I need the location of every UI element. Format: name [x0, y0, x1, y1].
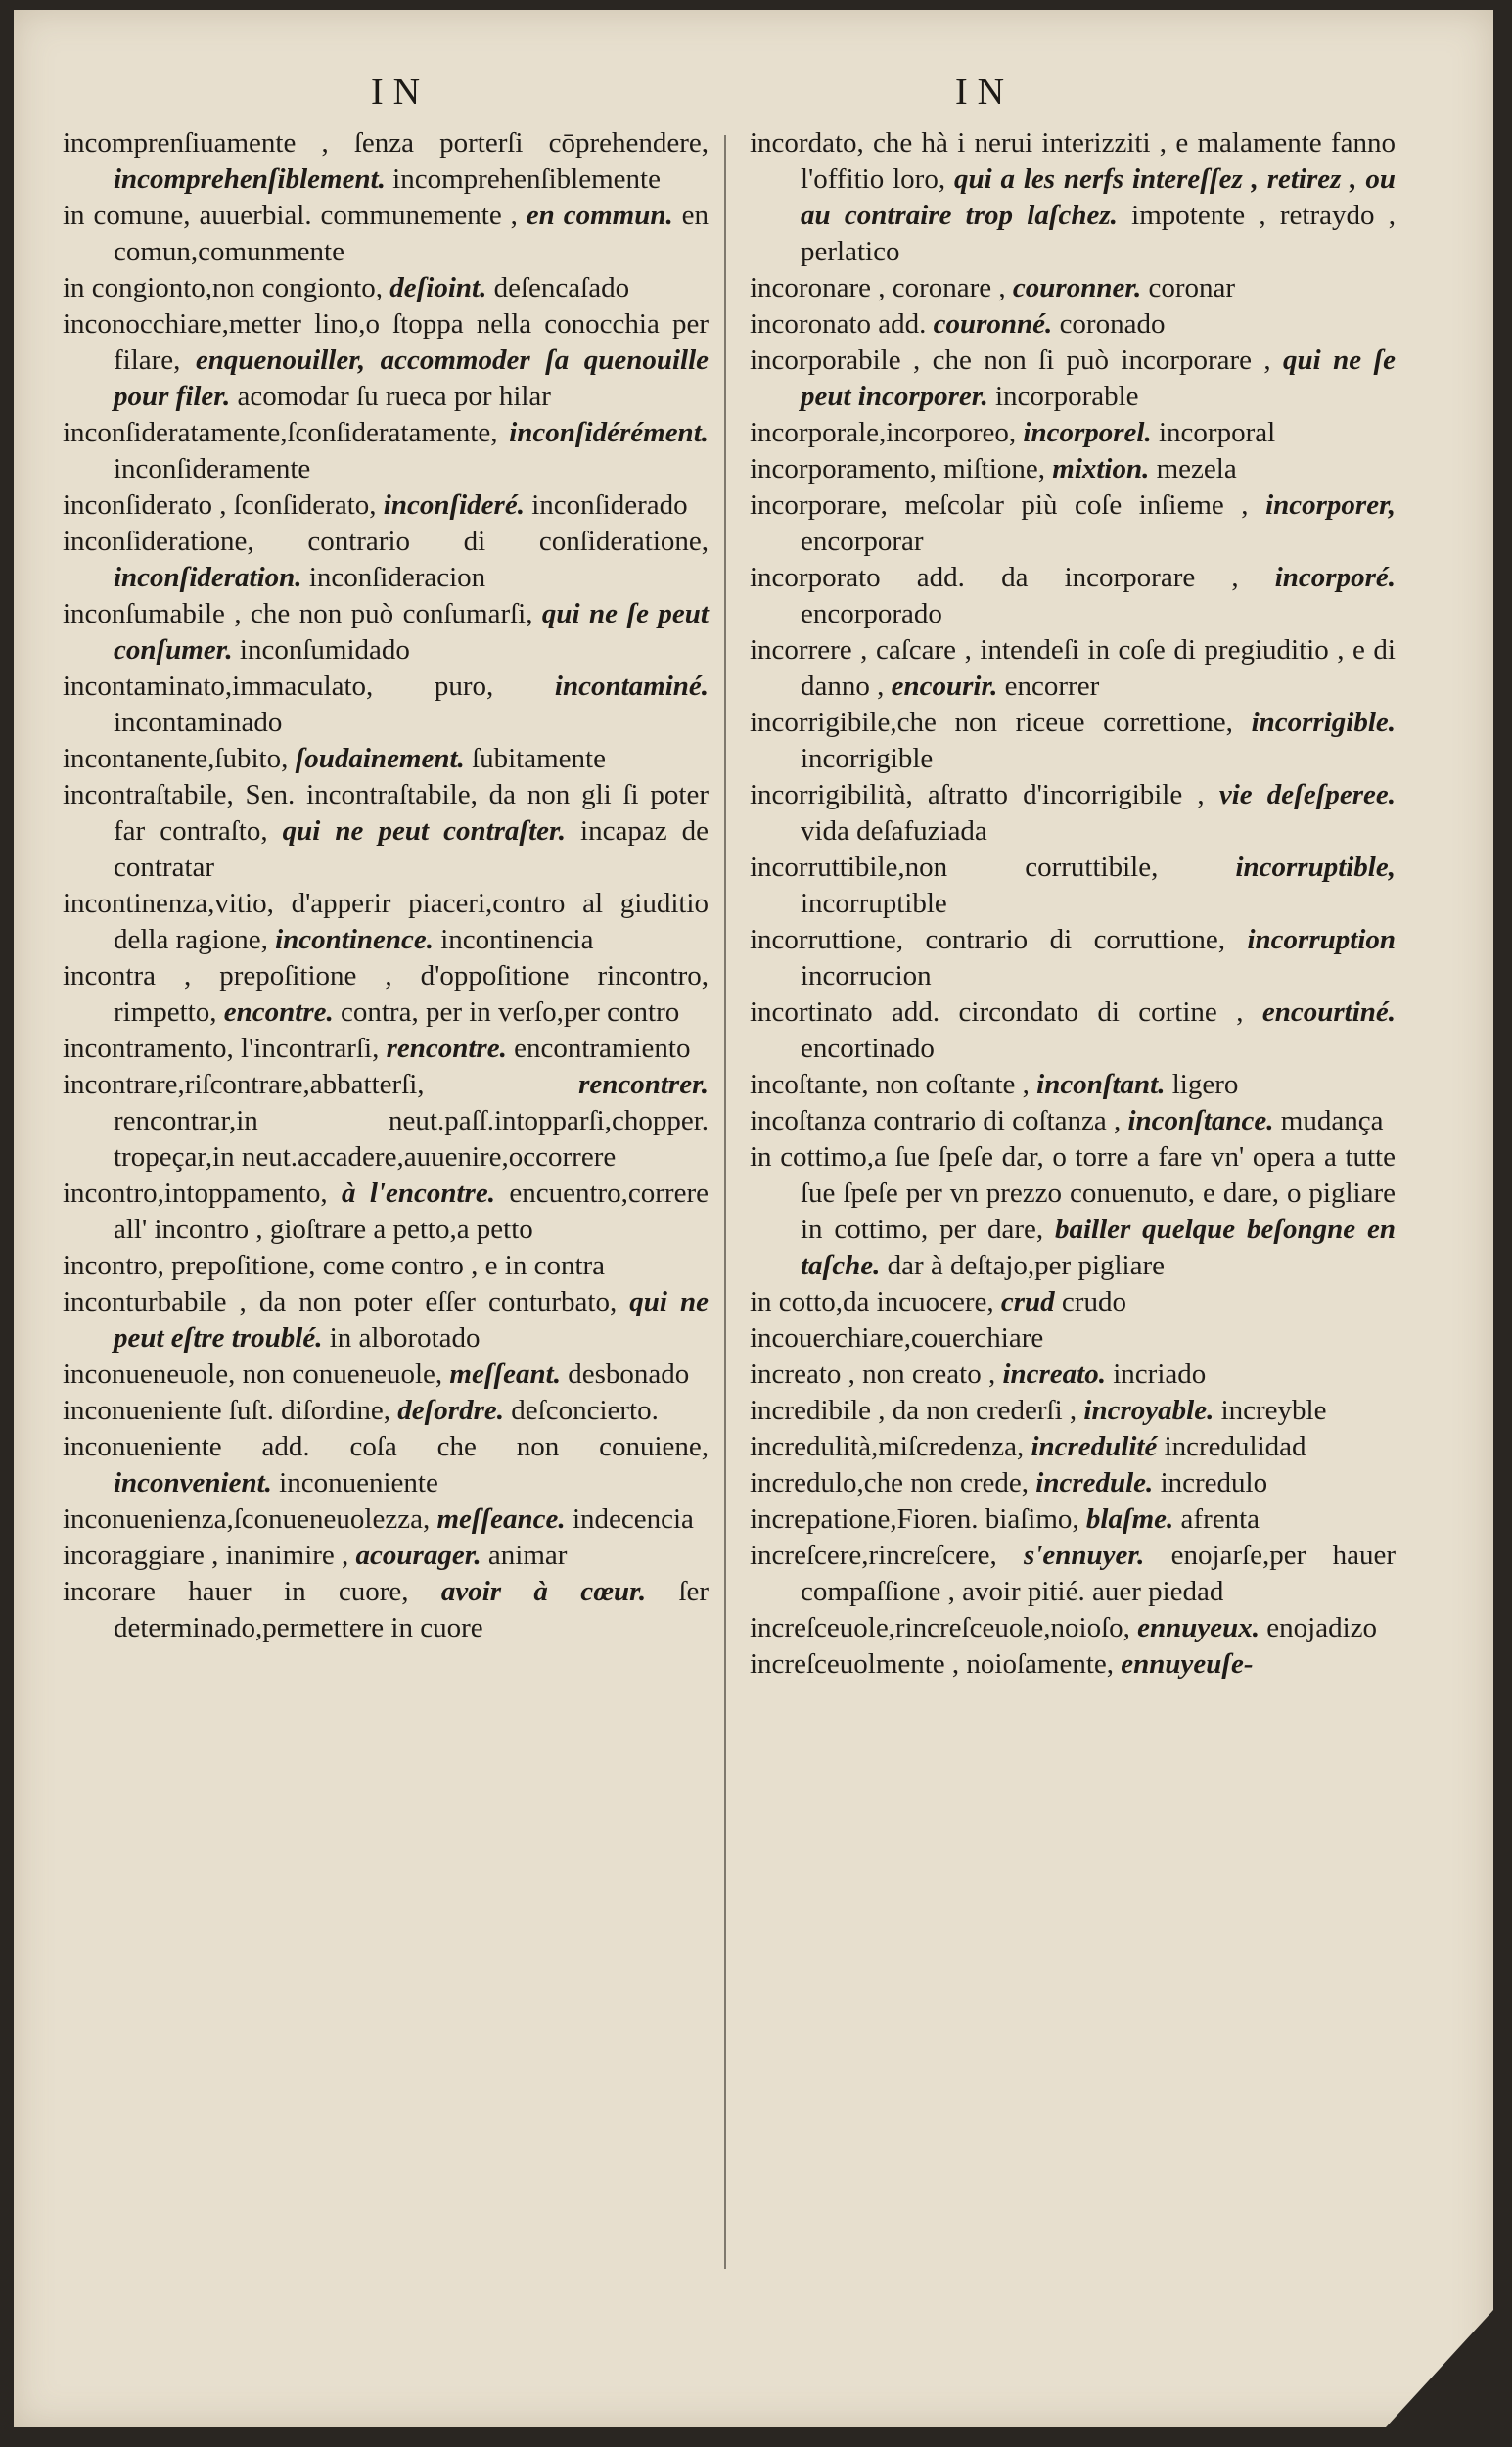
- dictionary-entry: incorrere , caſcare , intendeſi in coſe di pregiuditio , e di danno , encourir. encorrer: [750, 634, 1396, 702]
- dictionary-entry: incontro,intoppamento, à l'encontre. encuentro,correre all' incontro , gioſtrare a petto,a petto: [63, 1177, 709, 1245]
- dictionary-entry: incorporato add. da incorporare , incorporé. encorporado: [750, 562, 1396, 629]
- dictionary-entry: incontramento, l'incontrarſi, rencontre. encontramiento: [63, 1033, 691, 1064]
- dictionary-entry: in cotto,da incuocere, crud crudo: [750, 1286, 1126, 1317]
- dictionary-entry: incontaminato,immaculato, puro, incontaminé. incontaminado: [63, 670, 709, 738]
- dictionary-entry: incontinenza,vitio, d'apperir piaceri,contro al giuditio della ragione, incontinence. incontinencia: [63, 888, 709, 955]
- dictionary-entry: incorrigibilità, aſtratto d'incorrigibile , vie deſeſperee. vida deſafuziada: [750, 779, 1397, 847]
- dictionary-entry: incontanente,ſubito, ſoudainement. ſubitamente: [63, 743, 606, 774]
- dictionary-entry: incorrigibile,che non riceue correttione, incorrigible. incorrigible: [750, 707, 1396, 774]
- dictionary-entry: in congionto,non congionto, deſioint. deſencaſado: [63, 272, 630, 303]
- dictionary-entry: incorare hauer in cuore, avoir à cœur. ſer determinado,permettere in cuore: [63, 1576, 710, 1643]
- dictionary-entry: incoronare , coronare , couronner. coronar: [750, 272, 1236, 303]
- dictionary-entry: inconſumabile , che non può conſumarſi, qui ne ſe peut conſumer. inconſumidado: [63, 598, 709, 666]
- dictionary-entry: incordato, che hà i nerui interizziti , e malamente fanno l'offitio loro, qui a les nerfs intereſſez , retirez , ou au contraire trop laſchez. impotente , retraydo , perlatico: [750, 127, 1397, 267]
- right-running-header: IN: [955, 71, 1015, 113]
- dictionary-entry: increſceuolmente , noioſamente, ennuyeuſe-: [750, 1648, 1254, 1680]
- column-divider: [724, 135, 726, 2269]
- dictionary-entry: inconocchiare,metter lino,o ſtoppa nella conocchia per filare, enquenouiller, accommoder ſa quenouille pour filer. acomodar ſu rueca por hilar: [63, 308, 709, 412]
- dictionary-entry: incredibile , da non crederſi , incroyable. increyble: [750, 1395, 1327, 1426]
- dictionary-entry: incontro, prepoſitione, come contro , e in contra: [63, 1250, 606, 1281]
- dictionary-entry: increato , non creato , increato. incriado: [750, 1359, 1207, 1390]
- dictionary-entry: incoronato add. couronné. coronado: [750, 308, 1166, 340]
- dictionary-entry: incorruttione, contrario di corruttione, incorruption incorrucion: [750, 924, 1396, 992]
- dictionary-entry: in comune, auuerbial. communemente , en commun. en comun,comunmente: [63, 200, 710, 267]
- dictionary-entry: incoſtante, non coſtante , inconſtant. ligero: [750, 1069, 1239, 1100]
- dictionary-entry: incomprenſiuamente , ſenza porterſi cōprehendere, incomprehenſiblement. incomprehenſiblemente: [63, 127, 709, 195]
- dictionary-entry: incredulo,che non crede, incredule. incredulo: [750, 1467, 1268, 1499]
- dictionary-entry: incorporare, meſcolar più coſe inſieme , incorporer, encorporar: [750, 489, 1397, 557]
- dictionary-entry: inconſideratione, contrario di conſideratione, inconſideration. inconſideracion: [63, 526, 709, 593]
- folded-corner: [1386, 2310, 1493, 2427]
- dictionary-entry: incorporale,incorporeo, incorporel. incorporal: [750, 417, 1276, 448]
- dictionary-entry: incoraggiare , inanimire , acourager. animar: [63, 1540, 568, 1571]
- dictionary-entry: inconſiderato , ſconſiderato, inconſideré. inconſiderado: [63, 489, 688, 521]
- dictionary-entry: incouerchiare,couerchiare: [750, 1322, 1044, 1354]
- dictionary-entry: increſcere,rincreſcere, s'ennuyer. enojarſe,per hauer compaſſione , avoir pitié. auer piedad: [750, 1540, 1397, 1607]
- dictionary-entry: inconturbabile , da non poter eſſer conturbato, qui ne peut eſtre troublé. in alborotado: [63, 1286, 710, 1354]
- dictionary-entry: incortinato add. circondato di cortine , encourtiné. encortinado: [750, 996, 1397, 1064]
- left-running-header: IN: [371, 71, 431, 113]
- dictionary-page: [14, 10, 1493, 2427]
- dictionary-entry: inconueniente ſuſt. diſordine, deſordre. deſconcierto.: [63, 1395, 659, 1426]
- dictionary-entry: increſceuole,rincreſceuole,noioſo, ennuyeux. enojadizo: [750, 1612, 1378, 1643]
- dictionary-entry: increpatione,Fioren. biaſimo, blaſme. afrenta: [750, 1503, 1260, 1535]
- dictionary-entry: incorporamento, miſtione, mixtion. mezela: [750, 453, 1237, 485]
- dictionary-entry: incredulità,miſcredenza, incredulité incredulidad: [750, 1431, 1306, 1462]
- dictionary-entry: inconueneuole, non conueneuole, meſſeant. desbonado: [63, 1359, 690, 1390]
- dictionary-entry: incontra , prepoſitione , d'oppoſitione rincontro, rimpetto, encontre. contra, per in verſo,per contro: [63, 960, 709, 1028]
- right-column: [750, 125, 1396, 1683]
- dictionary-entry: in cottimo,a ſue ſpeſe dar, o torre a fare vn' opera a tutte ſue ſpeſe per vn prezzo conuenuto, e dare, o pigliare in cottimo, per dare, bailler quelque beſongne en taſche. dar à deſtajo,per pigliare: [750, 1141, 1397, 1281]
- left-column: [63, 125, 709, 1646]
- dictionary-entry: incontrare,riſcontrare,abbatterſi, rencontrer. rencontrar,in neut.paſſ.intopparſi,chopper. tropeçar,in neut.accadere,auuenire,occorrere: [63, 1069, 709, 1173]
- dictionary-entry: inconuenienza,ſconueneuolezza, meſſeance. indecencia: [63, 1503, 694, 1535]
- dictionary-entry: incorruttibile,non corruttibile, incorruptible, incorruptible: [750, 852, 1396, 919]
- dictionary-entry: incorporabile , che non ſi può incorporare , qui ne ſe peut incorporer. incorporable: [750, 345, 1396, 412]
- dictionary-entry: incoſtanza contrario di coſtanza , inconſtance. mudança: [750, 1105, 1384, 1136]
- dictionary-entry: inconſideratamente,ſconſideratamente, inconſidérément. inconſideramente: [63, 417, 709, 485]
- dictionary-entry: inconueniente add. coſa che non conuiene, inconvenient. inconueniente: [63, 1431, 709, 1499]
- dictionary-entry: incontraſtabile, Sen. incontraſtabile, da non gli ſi poter far contraſto, qui ne peut contraſter. incapaz de contratar: [63, 779, 710, 883]
